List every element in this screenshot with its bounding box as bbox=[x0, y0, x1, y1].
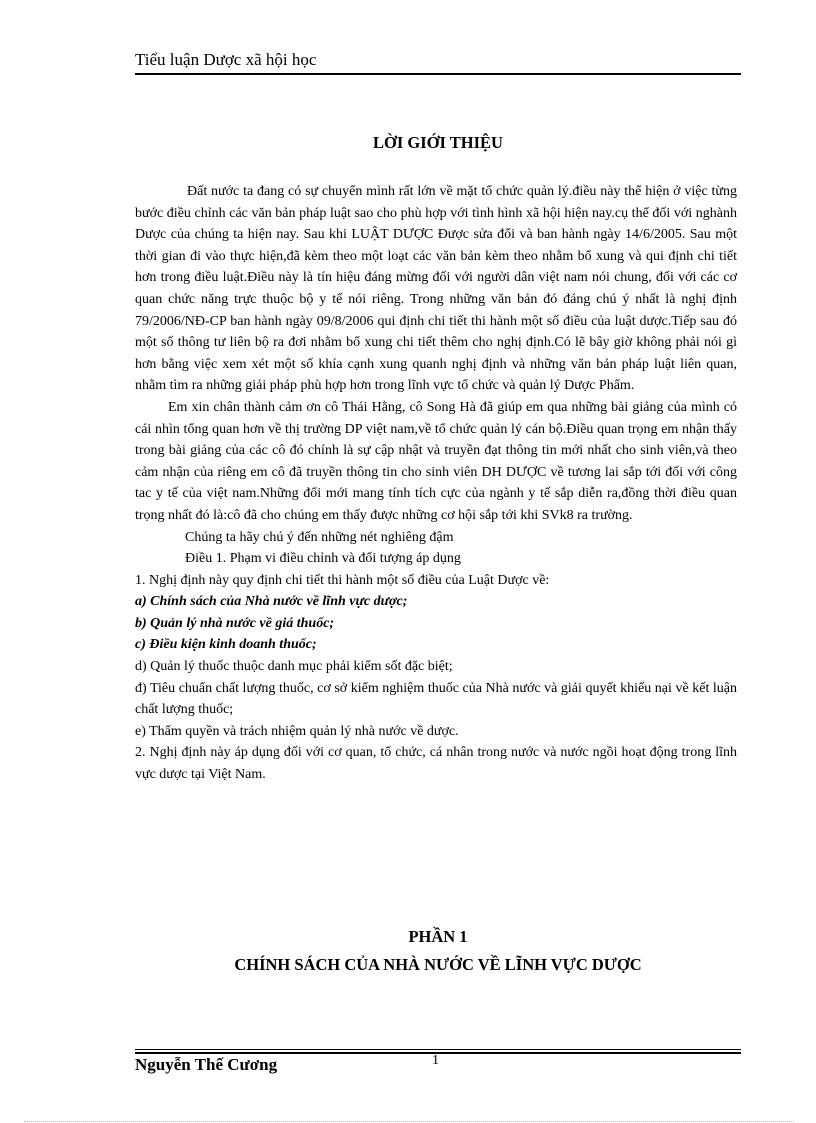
item-a: a) Chính sách của Nhà nước về lĩnh vực dược; bbox=[135, 594, 408, 610]
thanks-paragraph: Em xin chân thành cảm ơn cô Thái Hằng, cô Song Hà đã giúp em qua những bài giảng của mình có cái nhìn tổng quan hơn về thị trường DP việt nam,về tổ chức quản lý cán bộ.Điều quan trọng em nhận thấy trong bài giảng của các cô đó chính là sự cập nhật và truyền đạt thông tin mới nhất cho sinh viên,và theo cảm nhận của riêng em cô đã truyền thông tin cho sinh viên DH DƯỢC về tương lai sắp tới đối với công tac y tế của việt nam.Những đổi mới mang tính tích cực của ngành y tế sắp diễn ra,đồng thời điều quan trọng nhất đó là:cô đã cho chúng em thấy được những cơ hội sắp tới khi SVk8 ra trường. bbox=[135, 399, 737, 523]
note-paragraph: Chúng ta hãy chú ý đến những nét nghiêng đậm bbox=[185, 529, 454, 545]
body-text bbox=[135, 181, 737, 786]
document-title: LỜI GIỚI THIỆU bbox=[373, 133, 503, 152]
clause-1: 1. Nghị định này quy định chi tiết thi hành một số điều của Luật Dược về: bbox=[135, 572, 550, 588]
section-number: PHẦN 1 bbox=[408, 927, 468, 946]
footer-rule bbox=[135, 1049, 741, 1050]
item-c: c) Điều kiện kinh doanh thuốc; bbox=[135, 637, 317, 653]
clause-2: 2. Nghị định này áp dụng đối với cơ quan, tổ chức, cá nhân trong nước và nước ngồi hoạt động trong lĩnh vực dược tại Việt Nam. bbox=[135, 745, 737, 783]
intro-paragraph: Đất nước ta đang có sự chuyển mình rất lớn về mặt tổ chức quản lý.điều này thể hiện ở việc từng bước điều chỉnh các văn bản pháp luật sao cho phù hợp với tình hình xã hội hiện nay.cụ thể đối với nghành Dược của chúng ta hiện nay. Sau khi LUẬT DƯỢC Được sửa đổi và ban hành ngày 14/6/2005. Sau một thời gian đi vào thực hiện,đã kèm theo một loạt các văn bản kèm theo nhằm bổ xung và qui định chi tiết hơn trong điều luật.Điều này là tín hiệu đáng mừng đối với người dân việt nam nói chung, đối với các cơ quan chức năng trực thuộc bộ y tế nói riêng. Trong những văn bản đó đáng chú ý nhất là nghị định 79/2006/NĐ-CP ban hành ngày 09/8/2006 qui định chi tiết thi hành một số điều của luật dược.Tiếp sau đó một số thông tư liên bộ ra đơi nhằm bổ xung chi tiết thêm cho nghị định.Có lẽ bây giờ không phải nói gì hơn bằng việc xem xét một số khía cạnh xung quanh nghị định và những văn bản pháp luật liên quan, nhằm tìm ra những giải pháp phù hợp hơn trong lĩnh vực tổ chức và quản lý Dược Phẩm. bbox=[135, 184, 737, 394]
page-number: 1 bbox=[432, 1053, 439, 1068]
item-dd: đ) Tiêu chuẩn chất lượng thuốc, cơ sở kiểm nghiệm thuốc của Nhà nước và giải quyết khiếu nại về kết luận chất lượng thuốc; bbox=[135, 680, 737, 718]
section-title: CHÍNH SÁCH CỦA NHÀ NƯỚC VỀ LĨNH VỰC DƯỢC bbox=[234, 955, 642, 974]
header-rule bbox=[135, 73, 741, 75]
footer-author: Nguyễn Thế Cương bbox=[135, 1055, 278, 1074]
item-e: e) Thẩm quyền và trách nhiệm quản lý nhà nước về dược. bbox=[135, 723, 459, 739]
header-title: Tiểu luận Dược xã hội học bbox=[135, 50, 317, 69]
page-boundary bbox=[24, 1121, 794, 1122]
page-header bbox=[135, 50, 741, 75]
item-d: d) Quản lý thuốc thuộc danh mục phải kiểm sốt đặc biệt; bbox=[135, 659, 453, 675]
item-b: b) Quản lý nhà nước về giá thuốc; bbox=[135, 615, 335, 631]
article-heading: Điều 1. Phạm vi điều chỉnh và đối tượng áp dụng bbox=[185, 551, 461, 567]
